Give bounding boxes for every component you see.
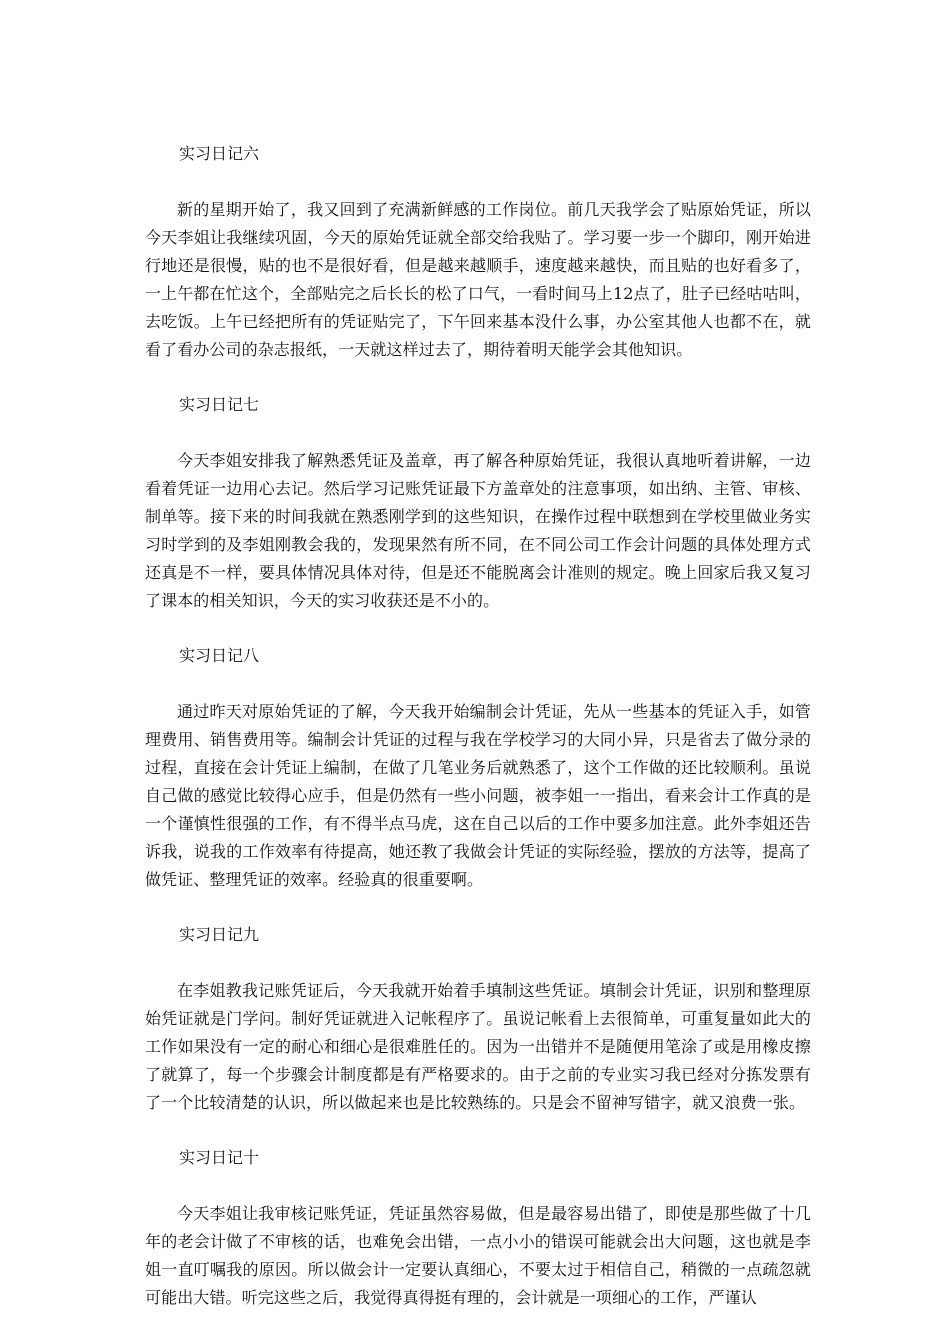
entry-heading: 实习日记七 — [179, 395, 260, 414]
entry-paragraph: 今天李姐安排我了解熟悉凭证及盖章，再了解各种原始凭证，我很认真地听着讲解，一边看着凭证一边用心去记。然后学习记账凭证最下方盖章处的注意事项，如出纳、主管、审核、制单等。接下来的时间我就在熟悉刚学到的这些知识，在操作过程中联想到在学校里做业务实习时学到的及李姐刚教会我的，发现果然有所不同，在不同公司工作会计问题的具体处理方式还真是不一样，要具体情况具体对待，但是还不能脱离会计准则的规定。晚上回家后我又复习了课本的相关知识，今天的实习收获还是不小的。 — [145, 451, 811, 610]
diary-entry-7 — [145, 391, 811, 615]
diary-entry-8 — [145, 642, 811, 894]
diary-entry-10 — [145, 1144, 811, 1312]
entry-heading: 实习日记九 — [179, 925, 260, 944]
entry-paragraph: 在李姐教我记账凭证后，今天我就开始着手填制这些凭证。填制会计凭证，识别和整理原始凭证就是门学问。制好凭证就进入记帐程序了。虽说记帐看上去很简单，可重复量如此大的工作如果没有一定的耐心和细心是很难胜任的。因为一出错并不是随便用笔涂了或是用橡皮擦了就算了，每一个步骤会计制度都是有严格要求的。由于之前的专业实习我已经对分拣发票有了一个比较清楚的认识，所以做起来也是比较熟练的。只是会不留神写错字，就又浪费一张。 — [145, 981, 811, 1112]
section-spacer — [145, 894, 811, 921]
diary-entry-6 — [145, 140, 811, 364]
entry-paragraph: 新的星期开始了，我又回到了充满新鲜感的工作岗位。前几天我学会了贴原始凭证，所以今天李姐让我继续巩固，今天的原始凭证就全部交给我贴了。学习要一步一个脚印，刚开始进行地还是很慢，贴的也不是很好看，但是越来越顺手，速度越来越快，而且贴的也好看多了，一上午都在忙这个，全部贴完之后长长的松了口气，一看时间马上12点了，肚子已经咕咕叫，去吃饭。上午已经把所有的凭证贴完了，下午回来基本没什么事，办公室其他人也都不在，就看了看办公司的杂志报纸，一天就这样过去了，期待着明天能学会其他知识。 — [145, 200, 811, 359]
section-spacer — [145, 1117, 811, 1144]
entry-paragraph: 今天李姐让我审核记账凭证，凭证虽然容易做，但是最容易出错了，即使是那些做了十几年的老会计做了不审核的话，也难免会出错，一点小小的错误可能就会出大问题，这也就是李姐一直叮嘱我的原因。所以做会计一定要认真细心，不要太过于相信自己，稍微的一点疏忽就可能出大错。听完这些之后，我觉得真得挺有理的，会计就是一项细心的工作，严谨认 — [145, 1204, 811, 1307]
section-spacer — [145, 615, 811, 642]
section-spacer — [145, 364, 811, 391]
diary-entry-9 — [145, 921, 811, 1117]
entry-heading: 实习日记十 — [179, 1148, 260, 1167]
entry-heading: 实习日记六 — [179, 144, 260, 163]
entry-paragraph: 通过昨天对原始凭证的了解，今天我开始编制会计凭证，先从一些基本的凭证入手，如管理费用、销售费用等。编制会计凭证的过程与我在学校学习的大同小异，只是省去了做分录的过程，直接在会计凭证上编制，在做了几笔业务后就熟悉了，这个工作做的还比较顺利。虽说自己做的感觉比较得心应手，但是仍然有一些小问题，被李姐一一指出，看来会计工作真的是一个谨慎性很强的工作，有不得半点马虎，这在自己以后的工作中要多加注意。此外李姐还告诉我，说我的工作效率有待提高，她还教了我做会计凭证的实际经验，摆放的方法等，提高了做凭证、整理凭证的效率。经验真的很重要啊。 — [145, 702, 811, 889]
entry-heading: 实习日记八 — [179, 646, 260, 665]
document-page — [145, 140, 811, 1312]
